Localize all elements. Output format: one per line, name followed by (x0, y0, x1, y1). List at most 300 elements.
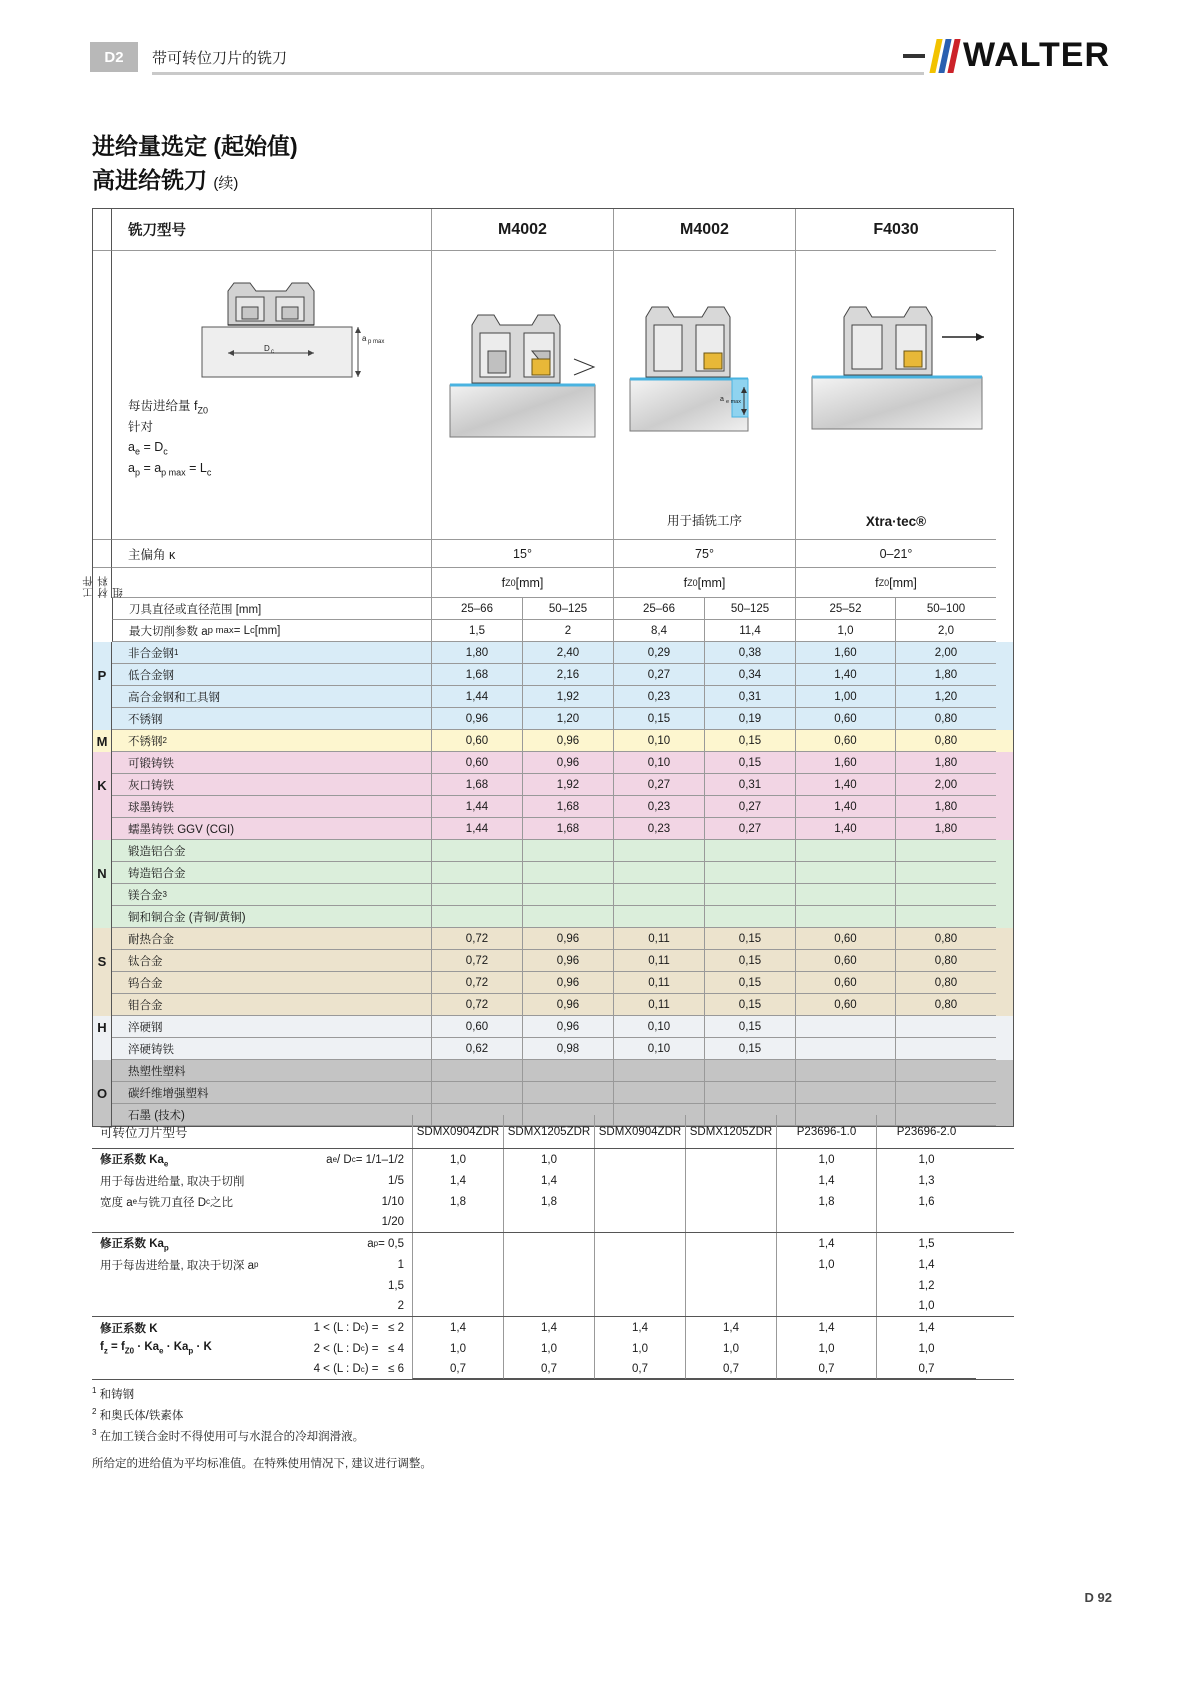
material-value: 0,60 (432, 752, 523, 774)
correction-factor-table (92, 1115, 1014, 1380)
correction-value: 0,7 (776, 1359, 876, 1379)
material-value: 1,60 (796, 642, 896, 664)
main-table (81, 208, 1014, 1127)
material-group-code-s (93, 928, 112, 950)
material-value: 0,60 (796, 708, 896, 730)
material-value: 0,96 (523, 1016, 614, 1038)
material-row (93, 642, 1013, 664)
correction-value: 1,0 (876, 1338, 976, 1359)
material-label: 石墨 (技术) (112, 1104, 432, 1126)
ap-value-5: 1,0 (796, 620, 896, 642)
fz-header-3: f Z0 [mm] (796, 568, 996, 598)
material-value: 1,44 (432, 796, 523, 818)
material-value (796, 1016, 896, 1038)
material-value (614, 840, 705, 862)
material-value: 2,16 (523, 664, 614, 686)
side-band-text: 工件材料组 (81, 575, 124, 598)
logo-bars (929, 39, 960, 73)
material-group-code-n (93, 906, 112, 928)
fz-definition-cell (112, 251, 432, 540)
material-value (705, 862, 796, 884)
material-value: 0,15 (705, 994, 796, 1016)
correction-value (594, 1275, 685, 1296)
material-group-code-p (93, 708, 112, 730)
correction-value: 1,0 (503, 1338, 594, 1359)
footnote: $^1$ 和铸钢 (92, 1386, 135, 1401)
material-value: 0,15 (614, 708, 705, 730)
material-value (432, 840, 523, 862)
material-value (796, 1060, 896, 1082)
material-label: 不锈钢 2 (112, 730, 432, 752)
correction-value (776, 1212, 876, 1232)
material-value (523, 1082, 614, 1104)
material-group-code-s: S (93, 950, 112, 972)
correction-value (412, 1296, 503, 1316)
correction-value (594, 1296, 685, 1316)
correction-value: 1,4 (594, 1317, 685, 1338)
correction-condition: 1/20 (381, 1216, 404, 1228)
material-value (705, 1082, 796, 1104)
material-value (705, 884, 796, 906)
insert-type-label: 可转位刀片型号 (100, 1125, 188, 1140)
material-value: 0,96 (523, 994, 614, 1016)
material-value: 1,60 (796, 752, 896, 774)
svg-text:p max: p max (368, 339, 385, 345)
material-value (432, 1060, 523, 1082)
material-value: 0,96 (523, 752, 614, 774)
column-header-f4030: F4030 (796, 209, 996, 251)
material-value: 1,80 (896, 796, 996, 818)
correction-value (594, 1254, 685, 1275)
material-value: 0,15 (705, 950, 796, 972)
material-value (614, 1060, 705, 1082)
correction-value (685, 1212, 776, 1232)
material-label: 锻造铝合金 (112, 840, 432, 862)
insert-value-6: P23696-2.0 (876, 1115, 976, 1148)
material-value (896, 1060, 996, 1082)
material-row (93, 994, 1013, 1016)
correction-value: 1,4 (876, 1254, 976, 1275)
material-value: 0,10 (614, 752, 705, 774)
material-row (93, 818, 1013, 840)
ap-label: 最大切削参数 a p max = L c [mm] (112, 620, 432, 642)
correction-condition: 1 (397, 1258, 404, 1271)
material-value (523, 884, 614, 906)
material-value (896, 884, 996, 906)
header-section-tag: D2 (90, 42, 138, 72)
material-value: 0,60 (796, 730, 896, 752)
material-label: 铸造铝合金 (112, 862, 432, 884)
material-value: 0,10 (614, 1038, 705, 1060)
correction-value: 1,4 (876, 1317, 976, 1338)
correction-condition: a e / D c = 1/1–1/2 (326, 1153, 404, 1166)
correction-value: 1,6 (876, 1191, 976, 1212)
material-row (93, 862, 1013, 884)
material-value (896, 1038, 996, 1060)
material-value: 1,00 (796, 686, 896, 708)
correction-value: 1,4 (412, 1170, 503, 1191)
correction-value: 0,7 (503, 1359, 594, 1379)
material-value: 2,40 (523, 642, 614, 664)
material-group-code-k (93, 752, 112, 774)
material-value: 0,72 (432, 972, 523, 994)
correction-title (92, 1359, 282, 1379)
material-value: 0,31 (705, 774, 796, 796)
material-value: 0,96 (523, 950, 614, 972)
correction-title: 用于每齿进给量, 取决于切削 (100, 1175, 245, 1188)
material-value: 0,23 (614, 796, 705, 818)
insert-type-row (92, 1115, 1014, 1149)
material-value: 0,96 (432, 708, 523, 730)
page-number: D 92 (1084, 1590, 1112, 1605)
fz-line-4: $a_p = a_{p max} = L_c$ (128, 461, 212, 478)
material-value: 0,15 (705, 972, 796, 994)
material-value (896, 840, 996, 862)
side-band-kappa (93, 540, 112, 568)
kappa-value-3: 0–21° (796, 540, 996, 568)
correction-condition: 2 < (L : D c ) = ≤ 4 (313, 1342, 404, 1355)
correction-value (876, 1212, 976, 1232)
caption-plunge-milling: 用于插铣工序 (666, 514, 742, 528)
material-row (93, 928, 1013, 950)
material-value: 1,20 (896, 686, 996, 708)
material-row (93, 796, 1013, 818)
correction-condition: 1/5 (388, 1174, 404, 1187)
material-value: 1,20 (523, 708, 614, 730)
correction-title (92, 1275, 282, 1296)
material-group-code-s (93, 994, 112, 1016)
correction-value: 1,8 (503, 1191, 594, 1212)
material-value (896, 862, 996, 884)
row-fz-header (81, 568, 1013, 598)
correction-value: 1,8 (776, 1191, 876, 1212)
material-row (93, 1060, 1013, 1082)
material-value: 0,38 (705, 642, 796, 664)
diameter-value-4: 50–125 (705, 598, 796, 620)
correction-title (92, 1212, 282, 1232)
fz-header-1: f Z0 [mm] (432, 568, 614, 598)
fz-line-1: 每齿进给量 $f_{Z0}$ (128, 399, 208, 416)
material-value (614, 906, 705, 928)
material-value: 1,40 (796, 818, 896, 840)
material-value: 0,80 (896, 928, 996, 950)
material-label: 淬硬钢 (112, 1016, 432, 1038)
material-group-code-s (93, 972, 112, 994)
material-value: 0,60 (796, 994, 896, 1016)
insert-type-spacer (282, 1115, 412, 1148)
material-label: 铜和铜合金 (青铜/黄铜) (112, 906, 432, 928)
correction-value (503, 1254, 594, 1275)
material-value (523, 906, 614, 928)
kk-row (92, 1359, 1014, 1380)
material-row (93, 1082, 1013, 1104)
correction-value: 0,7 (594, 1359, 685, 1379)
material-value (614, 1082, 705, 1104)
material-value: 0,27 (614, 774, 705, 796)
correction-value (685, 1233, 776, 1254)
correction-title: $f_z = f_{Z0} \cdot Ka_e \cdot Ka_p \cdot K$ (100, 1341, 212, 1356)
correction-value (412, 1233, 503, 1254)
correction-value (685, 1254, 776, 1275)
material-value (614, 862, 705, 884)
material-label: 钨合金 (112, 972, 432, 994)
correction-value: 1,0 (776, 1149, 876, 1170)
material-row (93, 1016, 1013, 1038)
tool-sketch-m4002-plunge (616, 297, 796, 447)
correction-value (594, 1170, 685, 1191)
svg-text:a: a (720, 396, 724, 403)
material-group-code-p (93, 642, 112, 664)
material-value (523, 1060, 614, 1082)
material-value (432, 906, 523, 928)
material-value (432, 1082, 523, 1104)
footnote: $^2$ 和奥氏体/铁素体 (92, 1407, 184, 1422)
footnote: $^3$ 在加工镁合金时不得使用可与水混合的冷却润滑液。 (92, 1428, 365, 1443)
fz-header-2: f Z0 [mm] (614, 568, 796, 598)
material-value: 0,72 (432, 950, 523, 972)
correction-value (503, 1212, 594, 1232)
material-value (796, 884, 896, 906)
correction-value: 1,4 (503, 1317, 594, 1338)
material-value: 0,60 (432, 1016, 523, 1038)
correction-value (776, 1275, 876, 1296)
material-value (705, 840, 796, 862)
material-value: 0,11 (614, 950, 705, 972)
correction-value (685, 1170, 776, 1191)
material-row (93, 906, 1013, 928)
material-label: 高合金钢和工具钢 (112, 686, 432, 708)
material-value: 0,72 (432, 928, 523, 950)
material-value: 2,00 (896, 774, 996, 796)
material-value (705, 906, 796, 928)
correction-value: 1,4 (412, 1317, 503, 1338)
svg-text:e max: e max (726, 399, 741, 405)
correction-value (503, 1296, 594, 1316)
final-note: 所给定的进给值为平均标准值。在特殊使用情况下, 建议进行调整。 (92, 1458, 432, 1470)
material-row (93, 950, 1013, 972)
correction-value: 0,7 (685, 1359, 776, 1379)
side-band-img (93, 251, 112, 540)
material-value: 0,10 (614, 730, 705, 752)
correction-condition: a p = 0,5 (367, 1237, 404, 1250)
material-value: 0,96 (523, 928, 614, 950)
material-value: 0,60 (432, 730, 523, 752)
correction-value: 1,5 (876, 1233, 976, 1254)
material-group-code-m: M (93, 730, 112, 752)
tool-sketch-f4030 (802, 295, 1000, 445)
material-label: 碳纤维增强塑料 (112, 1082, 432, 1104)
ap-value-2: 2 (523, 620, 614, 642)
correction-value (594, 1233, 685, 1254)
material-group-code-k: K (93, 774, 112, 796)
correction-condition: 2 (397, 1300, 404, 1312)
material-value: 0,96 (523, 730, 614, 752)
kappa-value-1: 15° (432, 540, 614, 568)
material-group-code-k (93, 796, 112, 818)
column-header-m4002-a: M4002 (432, 209, 614, 251)
ap-value-3: 8,4 (614, 620, 705, 642)
illustration-m4002-a (432, 251, 614, 540)
correction-title: 用于每齿进给量, 取决于切深 a p (100, 1259, 259, 1272)
page-title: 进给量选定 (起始值) (92, 133, 298, 159)
kk-row (92, 1317, 1014, 1338)
material-value: 1,68 (432, 664, 523, 686)
material-value: 0,19 (705, 708, 796, 730)
correction-value: 1,0 (503, 1149, 594, 1170)
material-value: 1,44 (432, 818, 523, 840)
material-row (93, 752, 1013, 774)
material-value (705, 1060, 796, 1082)
page-subtitle-suffix: (续) (213, 175, 239, 192)
material-value (796, 1038, 896, 1060)
material-label: 钼合金 (112, 994, 432, 1016)
correction-value: 1,0 (685, 1338, 776, 1359)
correction-title: 修正系数 $Ka_p$ (100, 1237, 169, 1253)
correction-value: 1,4 (685, 1317, 776, 1338)
correction-condition: 4 < (L : D c ) = ≤ 6 (313, 1363, 404, 1375)
material-row (93, 774, 1013, 796)
correction-value: 1,4 (776, 1233, 876, 1254)
correction-value (685, 1191, 776, 1212)
kap-row (92, 1254, 1014, 1275)
correction-value (776, 1296, 876, 1316)
material-group-code-h (93, 1038, 112, 1060)
material-value: 0,15 (705, 1038, 796, 1060)
insert-value-1: SDMX0904ZDR (412, 1115, 503, 1148)
correction-title: 修正系数 $Ka_e$ (100, 1153, 169, 1169)
illustration-f4030 (796, 251, 996, 540)
correction-condition: 1 < (L : D c ) = ≤ 2 (313, 1321, 404, 1334)
diameter-value-1: 25–66 (432, 598, 523, 620)
correction-value (594, 1191, 685, 1212)
correction-value: 1,0 (412, 1149, 503, 1170)
fz-line-3: $a_e = D_c$ (128, 439, 168, 457)
material-value: 0,72 (432, 994, 523, 1016)
material-value: 0,11 (614, 994, 705, 1016)
correction-title: 宽度 a e 与铣刀直径 D c 之比 (100, 1196, 234, 1209)
material-value (796, 862, 896, 884)
table-header-row (93, 209, 1013, 251)
material-value: 1,44 (432, 686, 523, 708)
material-value (896, 1016, 996, 1038)
kappa-label: 主偏角 κ (112, 540, 432, 568)
correction-value (503, 1275, 594, 1296)
fz-definition-text (128, 397, 211, 481)
diameter-value-3: 25–66 (614, 598, 705, 620)
material-group-code-o: O (93, 1082, 112, 1104)
material-label: 镁合金 3 (112, 884, 432, 906)
row-diameter-range (93, 598, 1013, 620)
header-title: 带可转位刀片的铣刀 (152, 49, 288, 67)
material-value: 0,11 (614, 972, 705, 994)
ap-value-4: 11,4 (705, 620, 796, 642)
material-value: 1,80 (896, 664, 996, 686)
material-value: 1,40 (796, 796, 896, 818)
material-row (93, 1038, 1013, 1060)
material-value: 0,15 (705, 752, 796, 774)
diameter-value-2: 50–125 (523, 598, 614, 620)
logo-dash (903, 54, 925, 58)
material-value: 0,31 (705, 686, 796, 708)
material-value: 0,23 (614, 818, 705, 840)
material-label: 非合金钢 1 (112, 642, 432, 664)
material-group-code-o (93, 1060, 112, 1082)
material-value (432, 884, 523, 906)
material-value: 1,80 (432, 642, 523, 664)
material-value (896, 1082, 996, 1104)
fz-header-blank (112, 568, 432, 598)
material-value: 0,15 (705, 730, 796, 752)
material-value: 0,80 (896, 708, 996, 730)
side-band-top (93, 209, 112, 251)
milling-cutter-type-label: 铣刀型号 (112, 209, 432, 251)
material-value (523, 862, 614, 884)
logo-wordmark: WALTER (962, 36, 1110, 74)
side-band-label (81, 568, 124, 598)
material-row (93, 840, 1013, 862)
row-ap-max (93, 620, 1013, 642)
material-value (796, 906, 896, 928)
correction-value: 1,3 (876, 1170, 976, 1191)
correction-value: 1,0 (876, 1296, 976, 1316)
correction-title: 修正系数 K (100, 1322, 158, 1335)
walter-logo (903, 36, 1110, 75)
insert-value-4: SDMX1205ZDR (685, 1115, 776, 1148)
material-label: 蠕墨铸铁 GGV (CGI) (112, 818, 432, 840)
material-value: 0,10 (614, 1016, 705, 1038)
svg-text:c: c (271, 349, 274, 355)
correction-value (685, 1275, 776, 1296)
correction-value (685, 1296, 776, 1316)
kap-row (92, 1275, 1014, 1296)
kap-row (92, 1233, 1014, 1254)
kae-row (92, 1149, 1014, 1170)
material-value: 0,27 (614, 664, 705, 686)
material-value (896, 906, 996, 928)
material-label: 钛合金 (112, 950, 432, 972)
diameter-value-5: 25–52 (796, 598, 896, 620)
material-label: 不锈钢 (112, 708, 432, 730)
material-value: 1,68 (432, 774, 523, 796)
material-row (93, 664, 1013, 686)
material-label: 可锻铸铁 (112, 752, 432, 774)
material-value: 1,92 (523, 774, 614, 796)
material-group-code-n: N (93, 862, 112, 884)
material-group-code-p: P (93, 664, 112, 686)
material-value: 1,68 (523, 796, 614, 818)
row-kappa-angle (93, 540, 1013, 568)
insert-value-3: SDMX0904ZDR (594, 1115, 685, 1148)
correction-value: 1,2 (876, 1275, 976, 1296)
correction-value: 1,4 (503, 1170, 594, 1191)
material-group-code-k (93, 818, 112, 840)
tool-sketch-generic (190, 263, 390, 393)
material-label: 低合金钢 (112, 664, 432, 686)
material-value: 0,27 (705, 796, 796, 818)
material-value: 1,40 (796, 774, 896, 796)
kappa-value-2: 75° (614, 540, 796, 568)
kae-row (92, 1170, 1014, 1191)
correction-value: 1,0 (412, 1338, 503, 1359)
material-value: 0,80 (896, 730, 996, 752)
caption-xtratec (796, 514, 996, 529)
ap-value-1: 1,5 (432, 620, 523, 642)
material-label: 热塑性塑料 (112, 1060, 432, 1082)
ap-value-6: 2,0 (896, 620, 996, 642)
material-row (93, 708, 1013, 730)
correction-value: 1,4 (776, 1170, 876, 1191)
material-value: 0,34 (705, 664, 796, 686)
